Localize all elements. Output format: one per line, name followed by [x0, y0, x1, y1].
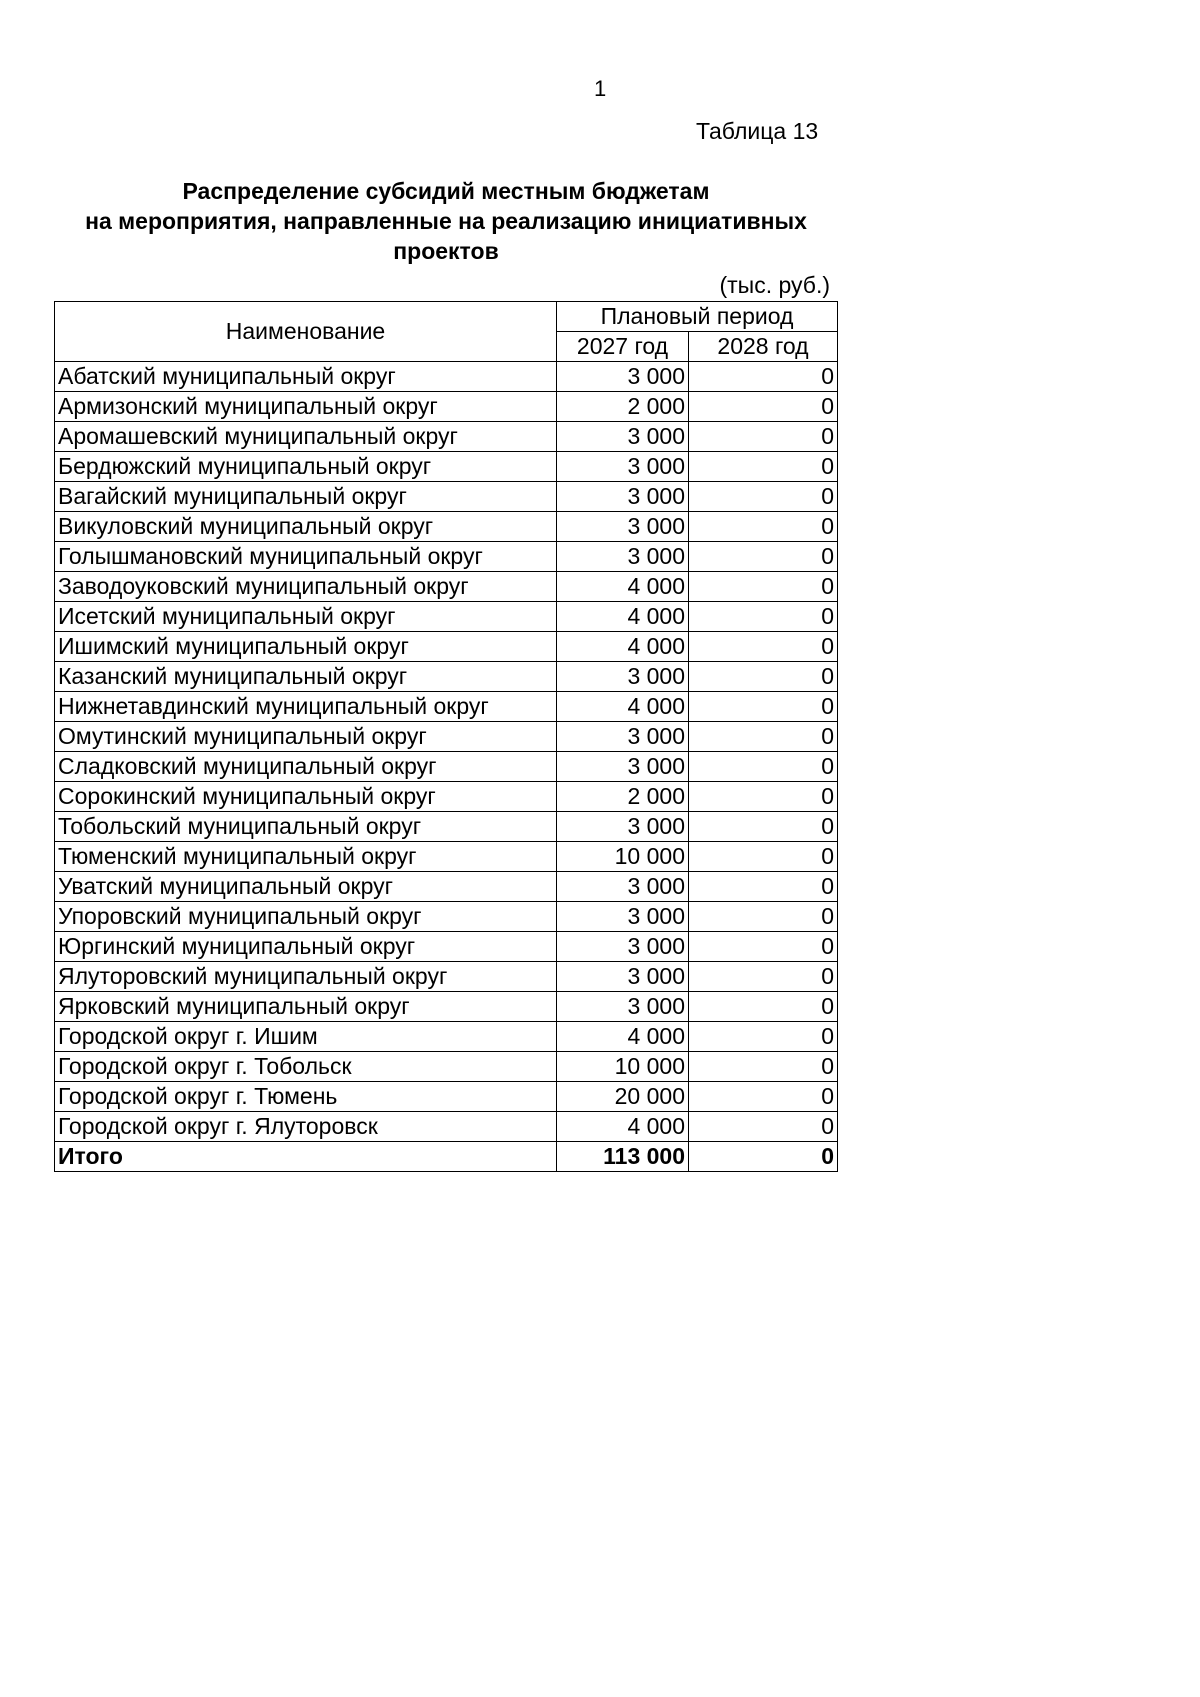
table-row — [55, 842, 838, 872]
table-row — [55, 902, 838, 932]
row-value-2027: 3 000 — [557, 932, 689, 962]
row-value-2027: 3 000 — [557, 362, 689, 392]
row-value-2028: 0 — [689, 722, 838, 752]
row-name: Ишимский муниципальный округ — [55, 632, 557, 662]
row-name: Сладковский муниципальный округ — [55, 752, 557, 782]
table-row — [55, 482, 838, 512]
table-row — [55, 722, 838, 752]
row-value-2028: 0 — [689, 842, 838, 872]
row-value-2028: 0 — [689, 782, 838, 812]
table-row — [55, 632, 838, 662]
row-value-2028: 0 — [689, 542, 838, 572]
row-name: Вагайский муниципальный округ — [55, 482, 557, 512]
row-value-2028: 0 — [689, 362, 838, 392]
table-body — [55, 362, 838, 1142]
row-name: Аромашевский муниципальный округ — [55, 422, 557, 452]
table-row — [55, 512, 838, 542]
row-value-2027: 4 000 — [557, 1022, 689, 1052]
row-value-2028: 0 — [689, 452, 838, 482]
table-row — [55, 1082, 838, 1112]
row-value-2028: 0 — [689, 902, 838, 932]
row-value-2027: 20 000 — [557, 1082, 689, 1112]
table-row — [55, 452, 838, 482]
row-value-2028: 0 — [689, 602, 838, 632]
header-year-2027: 2027 год — [557, 332, 689, 362]
row-value-2027: 3 000 — [557, 482, 689, 512]
row-value-2027: 3 000 — [557, 422, 689, 452]
row-name: Бердюжский муниципальный округ — [55, 452, 557, 482]
row-value-2027: 3 000 — [557, 512, 689, 542]
table-row — [55, 752, 838, 782]
table-row — [55, 692, 838, 722]
row-name: Упоровский муниципальный округ — [55, 902, 557, 932]
row-name: Сорокинский муниципальный округ — [55, 782, 557, 812]
row-value-2027: 4 000 — [557, 602, 689, 632]
subsidies-table — [54, 301, 838, 1172]
row-name: Нижнетавдинский муниципальный округ — [55, 692, 557, 722]
table-row — [55, 392, 838, 422]
row-value-2027: 4 000 — [557, 692, 689, 722]
row-value-2028: 0 — [689, 692, 838, 722]
row-name: Викуловский муниципальный округ — [55, 512, 557, 542]
row-name: Городской округ г. Тобольск — [55, 1052, 557, 1082]
table-row — [55, 1112, 838, 1142]
row-value-2027: 3 000 — [557, 722, 689, 752]
row-value-2027: 3 000 — [557, 452, 689, 482]
row-name: Армизонский муниципальный округ — [55, 392, 557, 422]
row-value-2027: 4 000 — [557, 572, 689, 602]
row-value-2027: 3 000 — [557, 962, 689, 992]
table-row — [55, 362, 838, 392]
row-value-2028: 0 — [689, 992, 838, 1022]
row-value-2027: 3 000 — [557, 752, 689, 782]
row-name: Ярковский муниципальный округ — [55, 992, 557, 1022]
row-value-2027: 10 000 — [557, 842, 689, 872]
row-name: Тюменский муниципальный округ — [55, 842, 557, 872]
table-row — [55, 1052, 838, 1082]
row-value-2028: 0 — [689, 512, 838, 542]
table-row — [55, 662, 838, 692]
row-value-2028: 0 — [689, 752, 838, 782]
table-row — [55, 602, 838, 632]
header-name: Наименование — [55, 302, 557, 362]
row-name: Исетский муниципальный округ — [55, 602, 557, 632]
row-value-2028: 0 — [689, 482, 838, 512]
row-value-2027: 4 000 — [557, 632, 689, 662]
table-row — [55, 872, 838, 902]
row-name: Тобольский муниципальный округ — [55, 812, 557, 842]
units-label: (тыс. руб.) — [719, 272, 830, 298]
row-name: Городской округ г. Ялуторовск — [55, 1112, 557, 1142]
header-planned-period: Плановый период — [557, 302, 838, 332]
row-name: Абатский муниципальный округ — [55, 362, 557, 392]
row-value-2028: 0 — [689, 1082, 838, 1112]
row-value-2028: 0 — [689, 662, 838, 692]
row-value-2027: 3 000 — [557, 812, 689, 842]
row-name: Голышмановский муниципальный округ — [55, 542, 557, 572]
row-name: Казанский муниципальный округ — [55, 662, 557, 692]
table-row — [55, 812, 838, 842]
table-row — [55, 962, 838, 992]
title-line: Распределение субсидий местным бюджетам — [182, 178, 710, 204]
row-name: Ялуторовский муниципальный округ — [55, 962, 557, 992]
table-row — [55, 572, 838, 602]
row-value-2027: 2 000 — [557, 392, 689, 422]
header-year-2028: 2028 год — [689, 332, 838, 362]
row-value-2028: 0 — [689, 392, 838, 422]
row-name: Омутинский муниципальный округ — [55, 722, 557, 752]
row-value-2028: 0 — [689, 572, 838, 602]
row-value-2027: 2 000 — [557, 782, 689, 812]
row-value-2028: 0 — [689, 1052, 838, 1082]
table-label: Таблица 13 — [696, 118, 819, 144]
row-value-2028: 0 — [689, 632, 838, 662]
row-value-2027: 3 000 — [557, 872, 689, 902]
table-row — [55, 782, 838, 812]
total-label: Итого — [55, 1142, 557, 1172]
row-value-2028: 0 — [689, 812, 838, 842]
row-value-2028: 0 — [689, 872, 838, 902]
row-name: Заводоуковский муниципальный округ — [55, 572, 557, 602]
document-title — [54, 176, 838, 266]
row-name: Городской округ г. Тюмень — [55, 1082, 557, 1112]
total-row — [55, 1142, 838, 1172]
row-value-2028: 0 — [689, 932, 838, 962]
title-line: на мероприятия, направленные на реализацию инициативных — [85, 208, 807, 234]
row-value-2027: 4 000 — [557, 1112, 689, 1142]
row-value-2028: 0 — [689, 962, 838, 992]
row-value-2028: 0 — [689, 1112, 838, 1142]
row-name: Городской округ г. Ишим — [55, 1022, 557, 1052]
total-2028: 0 — [689, 1142, 838, 1172]
row-value-2027: 3 000 — [557, 542, 689, 572]
title-line: проектов — [393, 238, 499, 264]
row-name: Уватский муниципальный округ — [55, 872, 557, 902]
row-value-2028: 0 — [689, 1022, 838, 1052]
row-name: Юргинский муниципальный округ — [55, 932, 557, 962]
table-row — [55, 1022, 838, 1052]
row-value-2027: 3 000 — [557, 992, 689, 1022]
total-2027: 113 000 — [557, 1142, 689, 1172]
table-row — [55, 932, 838, 962]
row-value-2027: 10 000 — [557, 1052, 689, 1082]
table-row — [55, 542, 838, 572]
row-value-2027: 3 000 — [557, 662, 689, 692]
table-row — [55, 992, 838, 1022]
row-value-2027: 3 000 — [557, 902, 689, 932]
page-number: 1 — [594, 76, 607, 101]
table-row — [55, 422, 838, 452]
row-value-2028: 0 — [689, 422, 838, 452]
